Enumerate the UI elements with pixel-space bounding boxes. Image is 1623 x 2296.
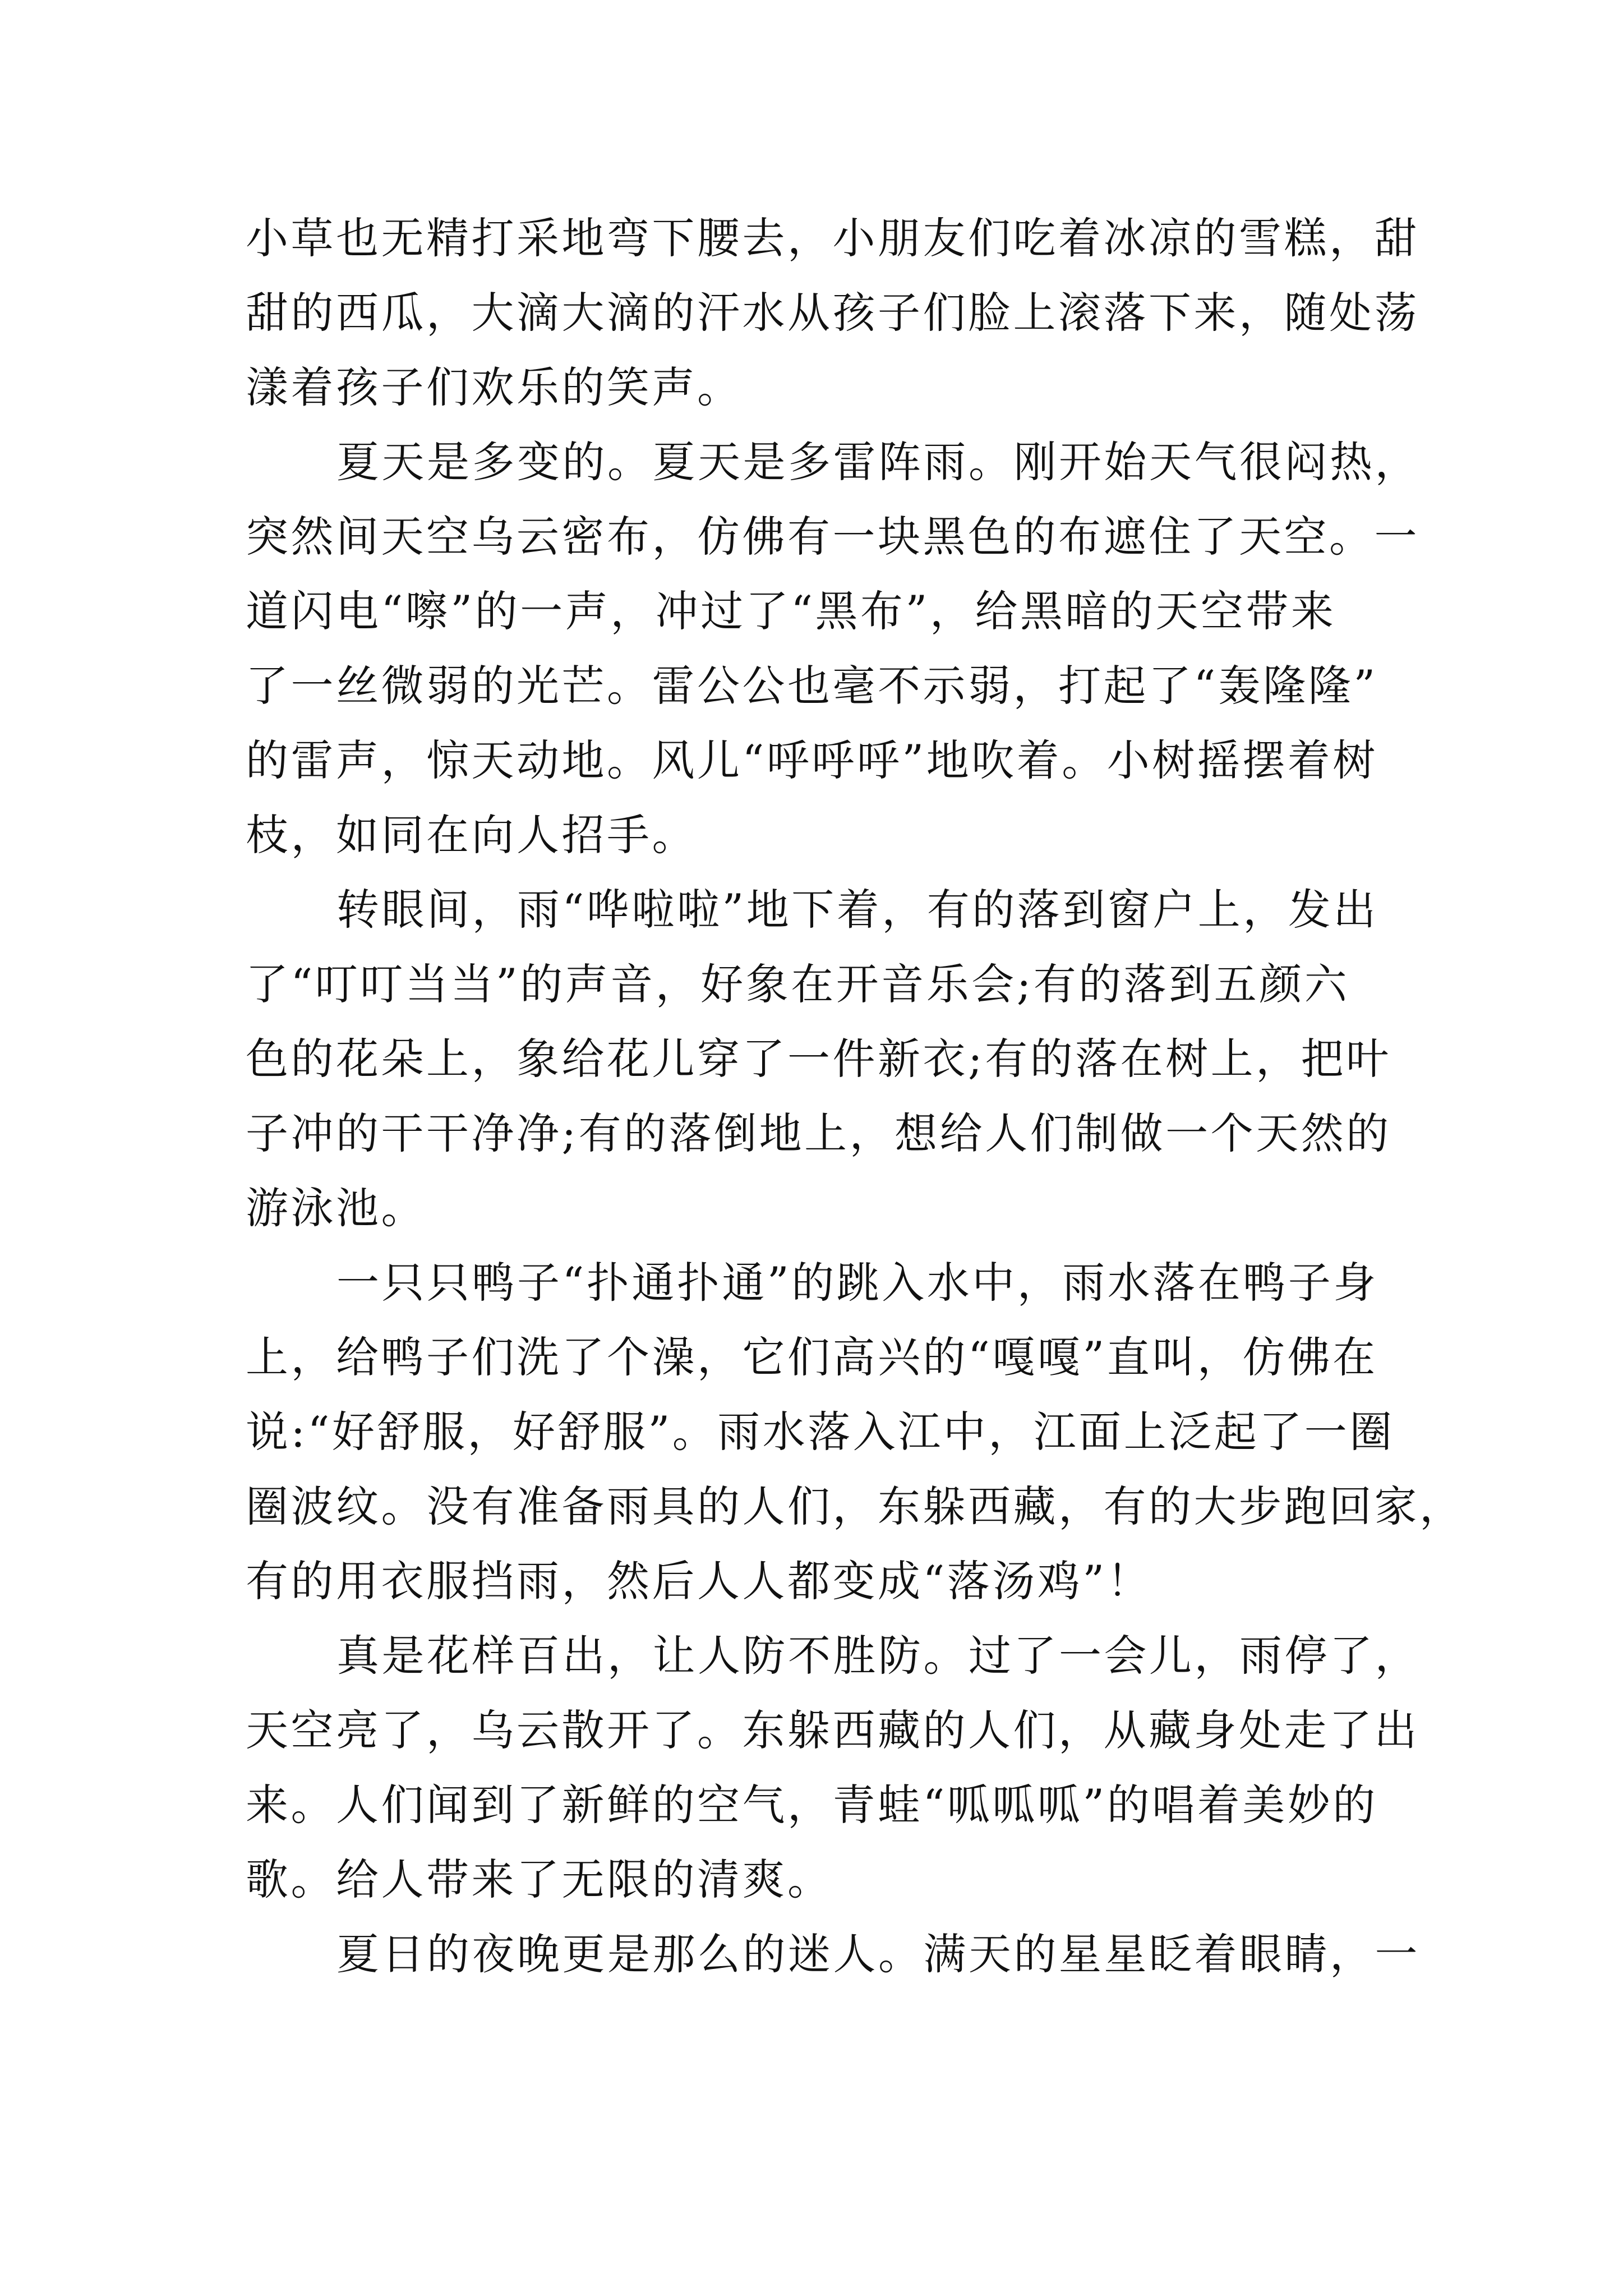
text-line: 漾着孩子们欢乐的笑声。 — [246, 362, 743, 412]
text-line: 了“叮叮当当”的声音，好象在开音乐会;有的落到五颜六 — [246, 959, 1350, 1009]
text-line: 小草也无精打采地弯下腰去，小朋友们吃着冰凉的雪糕，甜 — [246, 213, 1419, 263]
body-text — [246, 201, 1465, 1991]
text-line: 道闪电“嚓”的一声，冲过了“黑布”，给黑暗的天空带来 — [246, 586, 1336, 636]
text-line: 突然间天空乌云密布，仿佛有一块黑色的布遮住了天空。一 — [246, 512, 1419, 562]
text-line: 上，给鸭子们洗了个澡，它们高兴的“嘎嘎”直叫，仿佛在 — [246, 1332, 1378, 1382]
text-line: 歌。给人带来了无限的清爽。 — [246, 1855, 833, 1904]
text-line: 的雷声，惊天动地。风儿“呼呼呼”地吹着。小树摇摆着树 — [246, 735, 1378, 785]
text-line: 游泳池。 — [246, 1183, 426, 1233]
text-line: 来。人们闻到了新鲜的空气，青蛙“呱呱呱”的唱着美妙的 — [246, 1780, 1378, 1830]
paragraph-first-line: 真是花样百出，让人防不胜防。过了一会儿，雨停了， — [336, 1631, 1420, 1681]
text-line: 子冲的干干净净;有的落倒地上，想给人们制做一个天然的 — [246, 1108, 1391, 1158]
text-line: 有的用衣服挡雨，然后人人都变成“落汤鸡”！ — [246, 1556, 1152, 1606]
paragraph-first-line: 一只只鸭子“扑通扑通”的跳入水中，雨水落在鸭子身 — [336, 1258, 1378, 1308]
paragraph-first-line: 转眼间，雨“哗啦啦”地下着，有的落到窗户上，发出 — [336, 885, 1378, 935]
text-line: 色的花朵上，象给花儿穿了一件新衣;有的落在树上，把叶 — [246, 1034, 1391, 1084]
paragraph-first-line: 夏天是多变的。夏天是多雷阵雨。刚开始天气很闷热， — [336, 437, 1420, 487]
paragraph-first-line: 夏日的夜晚更是那么的迷人。满天的星星眨着眼睛，一 — [336, 1929, 1420, 1979]
text-line: 天空亮了，乌云散开了。东躲西藏的人们，从藏身处走了出 — [246, 1705, 1419, 1755]
text-line: 说:“好舒服，好舒服”。雨水落入江中，江面上泛起了一圈 — [246, 1407, 1395, 1457]
text-line: 了一丝微弱的光芒。雷公公也毫不示弱，打起了“轰隆隆” — [246, 661, 1378, 711]
text-line: 甜的西瓜，大滴大滴的汗水从孩子们脸上滚落下来，随处荡 — [246, 288, 1419, 338]
text-line: 圈波纹。没有准备雨具的人们，东躲西藏，有的大步跑回家， — [246, 1481, 1465, 1531]
text-line: 枝，如同在向人招手。 — [246, 810, 697, 860]
